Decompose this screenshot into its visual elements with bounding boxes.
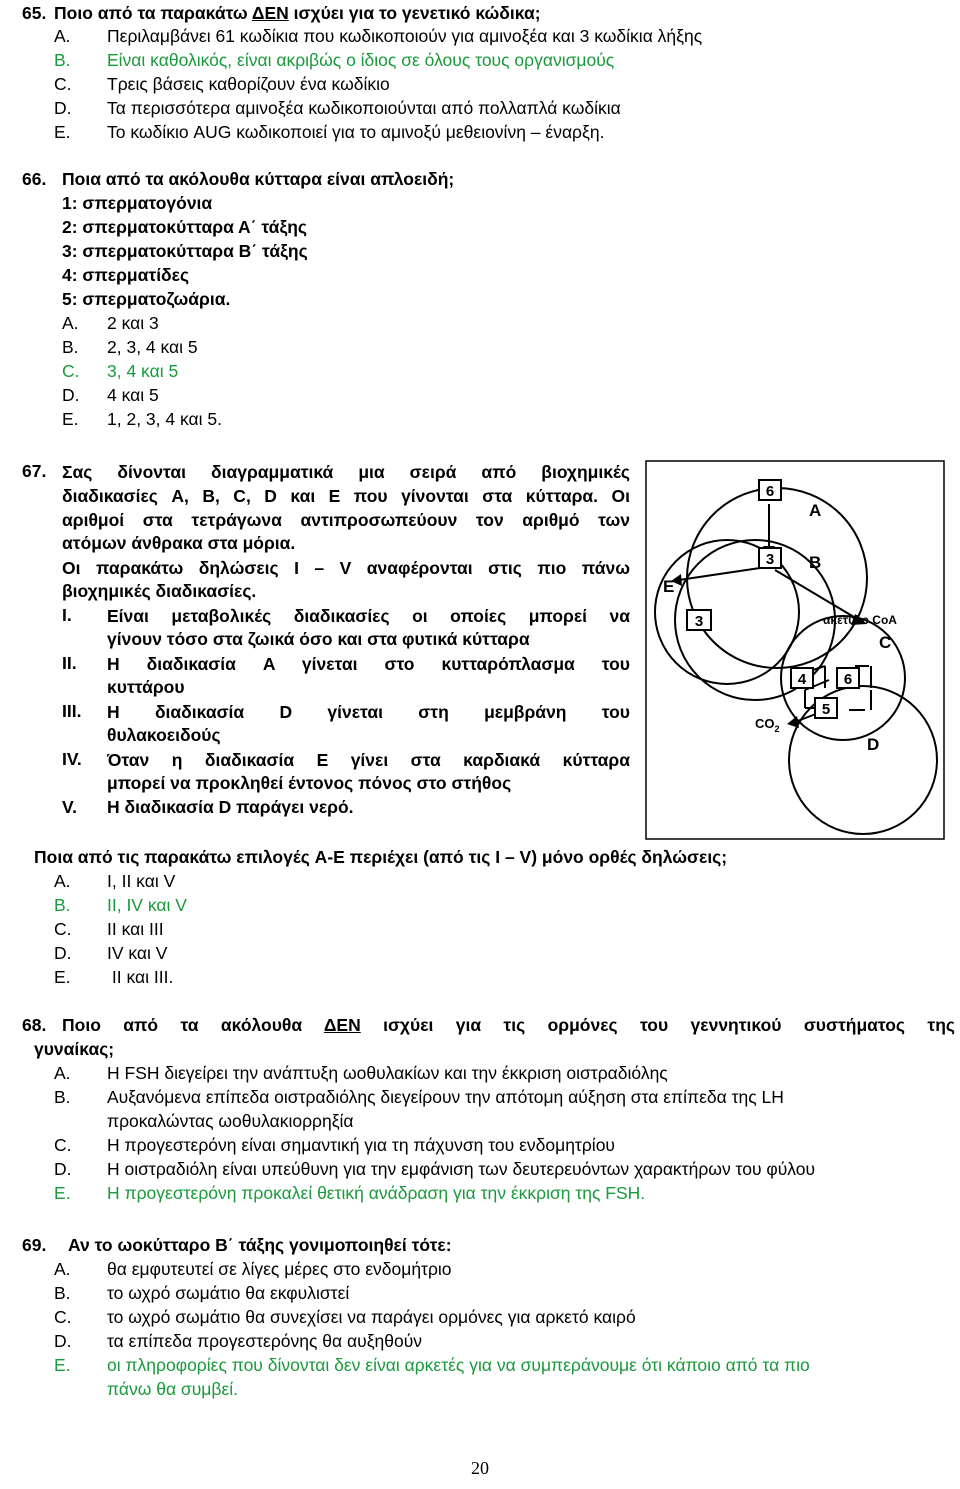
q66-option-a-letter: A. xyxy=(62,313,79,333)
q67-statement-3-roman: III. xyxy=(62,701,82,721)
q67-statement-3-line-1: Η διαδικασία D γίνεται στη μεμβράνη του xyxy=(107,702,630,722)
q67-option-a-letter: A. xyxy=(54,871,71,891)
q67-option-e-letter: E. xyxy=(54,967,71,987)
q67-option-a-text: I, II και V xyxy=(107,871,176,891)
q66-item-4: 4: σπερματίδες xyxy=(62,265,190,285)
q65-option-e-letter: E. xyxy=(54,122,71,142)
q66-option-e-letter: E. xyxy=(62,409,79,429)
q65-option-a-letter: A. xyxy=(54,26,71,46)
q67-option-c-text: II και III xyxy=(107,919,164,939)
svg-text:3: 3 xyxy=(765,551,775,568)
q67-option-d-text: IV και V xyxy=(107,943,168,963)
q68-option-e-letter: E. xyxy=(54,1183,71,1203)
q67-option-d-letter: D. xyxy=(54,943,72,963)
q66-option-c-text: 3, 4 και 5 xyxy=(107,361,179,381)
q65-option-d-text: Τα περισσότερα αμινοξέα κωδικοποιούνται από πολλαπλά κωδίκια xyxy=(107,98,621,118)
label-co2: $CO_2$ xyxy=(755,716,780,734)
q68-option-a-text: Η FSH διεγείρει την ανάπτυξη ωοθυλακίων και την έκκριση οιστραδιόλης xyxy=(107,1063,668,1083)
q68-option-d-letter: D. xyxy=(54,1159,72,1179)
q67-number: 67. xyxy=(22,461,47,481)
q67-statement-2-line-2: κυττάρου xyxy=(107,677,185,697)
q68-stem-line-2: γυναίκας; xyxy=(34,1039,115,1059)
q69-option-d-letter: D. xyxy=(54,1331,72,1351)
q69-option-b-text: το ωχρό σωμάτιο θα εκφυλιστεί xyxy=(107,1283,350,1303)
q65-option-a-text: Περιλαμβάνει 61 κωδίκια που κωδικοποιούν για αμινοξέα και 3 κωδίκια λήξης xyxy=(107,26,703,46)
svg-text:5: 5 xyxy=(821,701,831,718)
biochemical-processes-diagram xyxy=(645,460,945,840)
q68-option-c-letter: C. xyxy=(54,1135,72,1155)
q69-option-c-text: το ωχρό σωμάτιο θα συνεχίσει να παράγει ορμόνες για αρκετό καιρό xyxy=(107,1307,636,1327)
q67-statement-4-line-2: μπορεί να προκληθεί έντονος πόνος στο στήθος xyxy=(107,773,512,793)
box-top xyxy=(759,480,781,500)
q67-statement-5-roman: V. xyxy=(62,797,77,817)
q67-statement-1-line-2: γίνουν τόσο στα ζωικά όσο και στα φυτικά κύτταρα xyxy=(107,629,530,649)
q68-option-e-text: Η προγεστερόνη προκαλεί θετική ανάδραση για την έκκριση της FSH. xyxy=(107,1183,646,1203)
q67-option-b-letter: B. xyxy=(54,895,71,915)
q68-stem: Ποιο από τα ακόλουθα ΔΕΝ ισχύει για τις ορμόνες του γεννητικού συστήματος της xyxy=(62,1015,955,1035)
label-acetyl-coa: ακετυλο CoA xyxy=(823,613,897,627)
q66-number: 66. xyxy=(22,169,47,189)
q66-option-a-text: 2 και 3 xyxy=(107,313,159,333)
box-bottom xyxy=(815,698,837,718)
q68-option-c-text: Η προγεστερόνη είναι σημαντική για τη πάχυνση του ενδομητρίου xyxy=(107,1135,615,1155)
q65-option-b-letter: B. xyxy=(54,50,71,70)
q69-option-e-text: οι πληροφορίες που δίνονται δεν είναι αρκετές για να συμπεράνουμε ότι κάποιο από τα πιο xyxy=(107,1355,810,1375)
q65-number: 65. xyxy=(22,3,47,23)
box-mid-right xyxy=(837,668,859,688)
q67-option-c-letter: C. xyxy=(54,919,72,939)
q65-option-e-text: Το κωδίκιο AUG κωδικοποιεί για το αμινοξύ μεθειονίνη – έναρξη. xyxy=(107,122,605,142)
q66-item-1: 1: σπερματογόνια xyxy=(62,193,213,213)
q69-number: 69. xyxy=(22,1235,47,1255)
page-number: 20 xyxy=(471,1458,489,1478)
q67-stem-line-6: βιοχημικές διαδικασίες. xyxy=(62,581,257,601)
q66-item-3: 3: σπερματοκύτταρα Β΄ τάξης xyxy=(62,241,308,261)
box-mid-left xyxy=(791,668,813,688)
q66-option-d-letter: D. xyxy=(62,385,80,405)
q66-item-2: 2: σπερματοκύτταρα Α΄ τάξης xyxy=(62,217,308,237)
q69-option-a-letter: A. xyxy=(54,1259,71,1279)
q69-option-e-text-line-2: πάνω θα συμβεί. xyxy=(107,1379,239,1399)
q66-option-b-text: 2, 3, 4 και 5 xyxy=(107,337,198,357)
q67-statement-2-roman: II. xyxy=(62,653,77,673)
box-left xyxy=(687,610,711,630)
q68-option-b-text: Αυξανόμενα επίπεδα οιστραδιόλης διεγείρουν την απότομη αύξηση στα επίπεδα της LH xyxy=(107,1087,784,1107)
q67-stem-line-1: Σας δίνονται διαγραμματικά μια σειρά από βιοχημικές xyxy=(62,462,630,482)
box-center xyxy=(759,548,781,568)
q69-option-a-text: θα εμφυτευτεί σε λίγες μέρες στο ενδομήτριο xyxy=(107,1259,452,1279)
q68-option-b-letter: B. xyxy=(54,1087,71,1107)
q69-option-d-text: τα επίπεδα προγεστερόνης θα αυξηθούν xyxy=(107,1331,423,1351)
q68-number: 68. xyxy=(22,1015,47,1035)
q68-option-d-text: Η οιστραδιόλη είναι υπεύθυνη για την εμφάνιση των δευτερευόντων χαρακτήρων του φύλου xyxy=(107,1159,816,1179)
q68-option-a-letter: A. xyxy=(54,1063,71,1083)
q67-statement-4-line-1: Όταν η διαδικασία E γίνει στα καρδιακά κύτταρα xyxy=(107,750,630,770)
label-c: C xyxy=(879,633,892,652)
q69-stem: Αν το ωοκύτταρο Β΄ τάξης γονιμοποιηθεί τότε: xyxy=(68,1235,452,1255)
q67-option-e-text: II και III. xyxy=(107,967,174,987)
label-e: E xyxy=(663,577,675,596)
q66-option-c-letter: C. xyxy=(62,361,80,381)
q66-option-e-text: 1, 2, 3, 4 και 5. xyxy=(107,409,222,429)
svg-text:4: 4 xyxy=(797,671,807,688)
svg-text:3: 3 xyxy=(694,613,704,630)
svg-text:6: 6 xyxy=(765,483,775,500)
q65-option-b-text: Είναι καθολικός, είναι ακριβώς ο ίδιος σε όλους τους οργανισμούς xyxy=(107,50,615,70)
q65-stem: Ποιο από τα παρακάτω ΔΕΝ ισχύει για το γενετικό κώδικα; xyxy=(54,3,541,23)
label-b: B xyxy=(809,553,822,572)
q69-option-e-letter: E. xyxy=(54,1355,71,1375)
q67-stem-line-4: ατόμων άνθρακα στα μόρια. xyxy=(62,533,296,553)
q65-option-c-text: Τρεις βάσεις καθορίζουν ένα κωδίκιο xyxy=(107,74,390,94)
q67-stem-line-3: αριθμοί στα τετράγωνα αντιπροσωπεύουν τον αριθμό των xyxy=(62,510,630,530)
q67-statement-4-roman: IV. xyxy=(62,749,82,769)
q65-option-d-letter: D. xyxy=(54,98,72,118)
q67-option-b-text: II, IV και V xyxy=(107,895,187,915)
q67-statement-3-line-2: θυλακοειδούς xyxy=(107,725,221,745)
q67-statement-1-roman: I. xyxy=(62,605,72,625)
q69-option-c-letter: C. xyxy=(54,1307,72,1327)
q67-question: Ποια από τις παρακάτω επιλογές A-E περιέχει (από τις I – V) μόνο ορθές δηλώσεις; xyxy=(34,847,728,867)
label-d: D xyxy=(867,735,880,754)
q67-stem-line-5: Οι παρακάτω δηλώσεις I – V αναφέρονται στις πιο πάνω xyxy=(62,558,630,578)
q66-stem: Ποια από τα ακόλουθα κύτταρα είναι απλοειδή; xyxy=(62,169,455,189)
q67-statement-1-line-1: Είναι μεταβολικές διαδικασίες οι οποίες μπορεί να xyxy=(107,606,630,626)
q67-stem-line-2: διαδικασίες A, B, C, D και E που γίνονται στα κύτταρα. Οι xyxy=(62,486,630,506)
q66-option-b-letter: B. xyxy=(62,337,79,357)
q66-item-5: 5: σπερματοζωάρια. xyxy=(62,289,231,309)
q69-option-b-letter: B. xyxy=(54,1283,71,1303)
q65-option-c-letter: C. xyxy=(54,74,72,94)
q67-statement-2-line-1: Η διαδικασία A γίνεται στο κυτταρόπλασμα του xyxy=(107,654,630,674)
svg-text:6: 6 xyxy=(843,671,853,688)
label-a: A xyxy=(809,501,822,520)
q68-option-b-text-line-2: προκαλώντας ωοθυλακιορρηξία xyxy=(107,1111,354,1131)
q67-statement-5-line-1: Η διαδικασία D παράγει νερό. xyxy=(107,797,354,817)
q66-option-d-text: 4 και 5 xyxy=(107,385,159,405)
